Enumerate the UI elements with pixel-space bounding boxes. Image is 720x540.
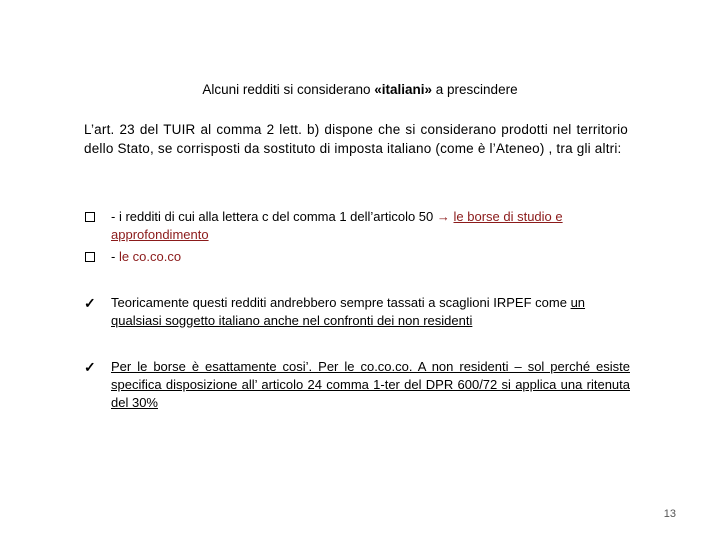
checkmark-icon: ✓ <box>84 295 96 311</box>
list-item <box>84 358 630 412</box>
bullet-3-text-b: un qualsiasi soggetto italiano anche nel confronti dei non residenti <box>111 295 586 328</box>
check-bullet-list <box>84 294 630 330</box>
list-item <box>84 248 630 266</box>
bullet-1-text: - i redditi di cui alla lettera c del comma 1 dell’articolo 50 <box>111 209 437 224</box>
bullet-1-link: le borse di studio e approfondimento <box>111 209 563 242</box>
checkmark-icon: ✓ <box>84 359 96 375</box>
slide-title <box>0 82 720 97</box>
list-item <box>84 294 630 330</box>
square-bullet-icon <box>85 212 95 222</box>
intro-paragraph: L’art. 23 del TUIR al comma 2 lett. b) dispone che si considerano prodotti nel territorio dello Stato, se corrisposti da sostituto di imposta italiano (come è l’Ateneo) , tra gli altri: <box>84 122 628 156</box>
bullet-2-text: le co.co.co <box>118 249 182 264</box>
list-item <box>84 208 630 244</box>
bullet-2-prefix: - <box>111 249 119 264</box>
check-bullet-list-2 <box>84 358 630 412</box>
title-suffix: a prescindere <box>432 82 518 97</box>
title-prefix: Alcuni redditi si considerano <box>202 82 375 97</box>
arrow-right-icon: → <box>436 209 450 224</box>
title-quoted: «italiani» <box>374 82 433 97</box>
bullet-3-text-a: Teoricamente questi redditi andrebbero sempre tassati a scaglioni IRPEF come <box>111 295 571 310</box>
square-bullet-list <box>84 208 630 266</box>
bullet-4-text: Per le borse è esattamente cosi’. Per le co.co.co. A non residenti – sol perché esiste specifica disposizione all’ articolo 24 comma 1-ter del DPR 600/72 si applica una ritenuta del 30% <box>111 359 630 410</box>
square-bullet-icon <box>85 252 95 262</box>
page-number: 13 <box>663 508 676 520</box>
